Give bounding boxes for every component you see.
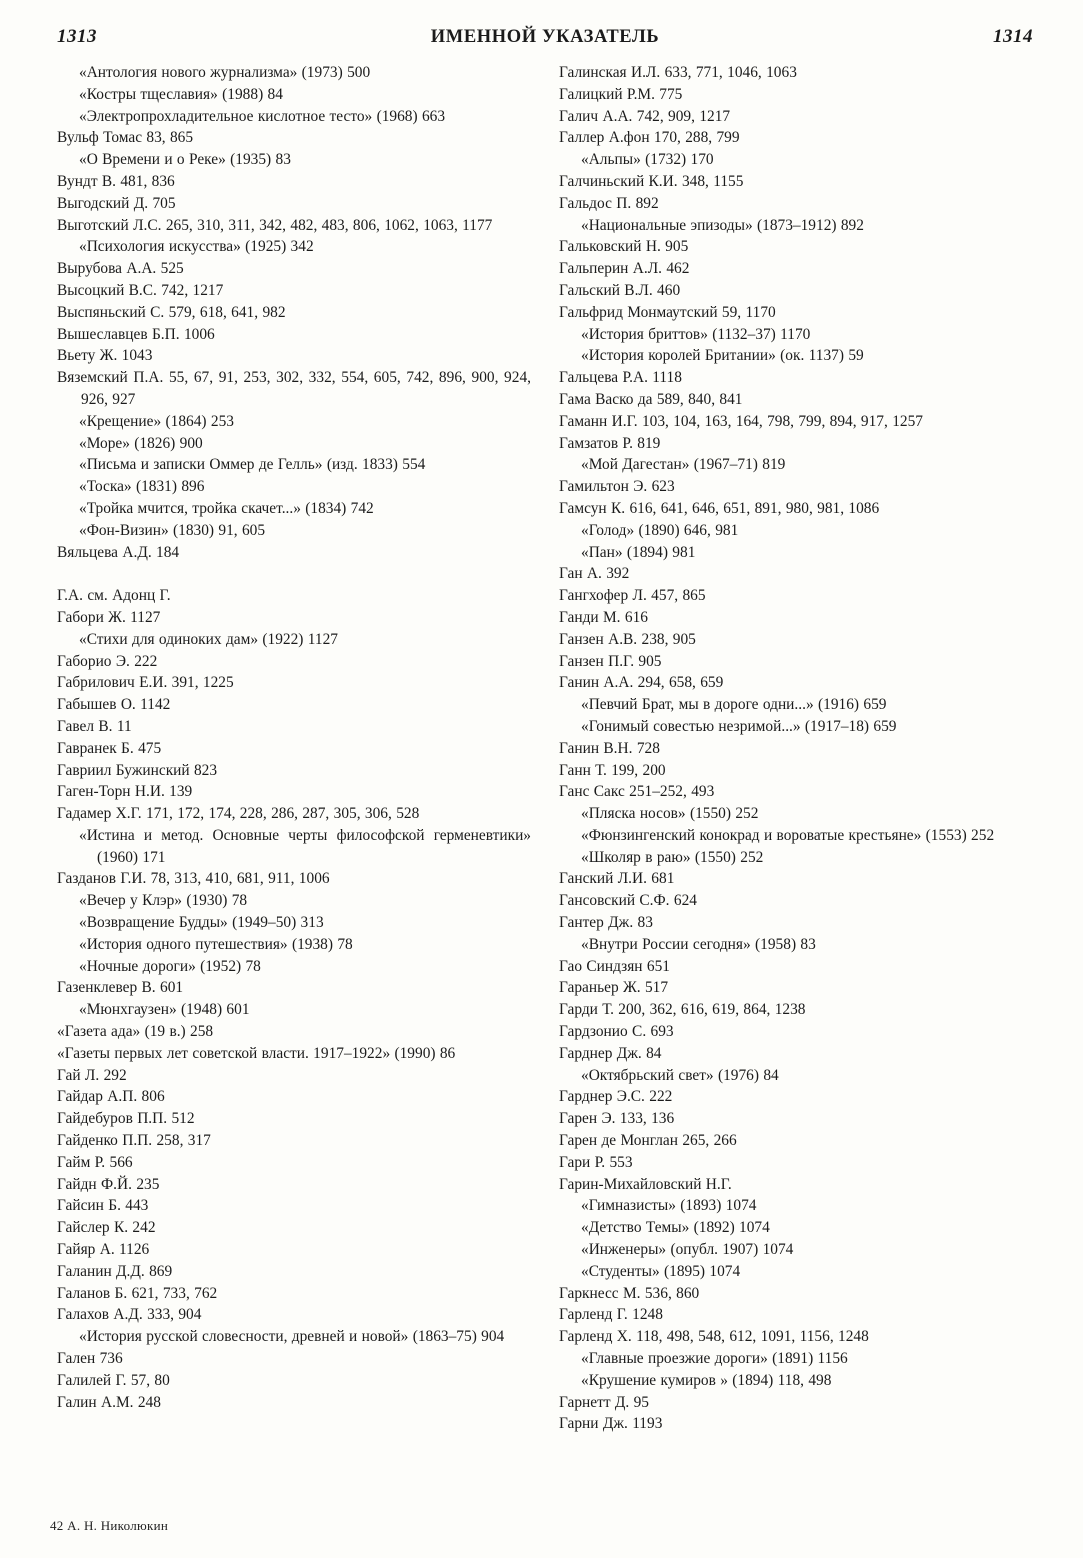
- index-entry-work: «Возвращение Будды» (1949–50) 313: [79, 914, 324, 932]
- index-entry-person: Галанов Б. 621, 733, 762: [57, 1284, 218, 1302]
- index-column-left: [57, 62, 531, 1435]
- index-entry-person: Галахов А.Д. 333, 904: [57, 1306, 202, 1324]
- index-entry-person: Ганн Т. 199, 200: [559, 761, 666, 779]
- index-entry-person: Вяземский П.А. 55, 67, 91, 253, 302, 332, 554, 605, 742, 896, 900, 924, 926, 927: [57, 369, 531, 408]
- index-entry-person: Галилей Г. 57, 80: [57, 1371, 170, 1389]
- index-entry-work: «История одного путешествия» (1938) 78: [79, 935, 353, 953]
- index-entry-person: Гаркнесс М. 536, 860: [559, 1284, 700, 1302]
- index-entry-person: Гавриил Бужинский 823: [57, 761, 218, 779]
- index-entry-person: Гантер Дж. 83: [559, 914, 653, 932]
- index-entry-person: «Газета ада» (19 в.) 258: [57, 1023, 214, 1041]
- index-entry-person: Ган А. 392: [559, 565, 630, 583]
- index-entry-person: Галич А.А. 742, 909, 1217: [559, 107, 731, 125]
- index-entry-work: «Национальные эпизоды» (1873–1912) 892: [581, 216, 864, 234]
- index-entry-person: Гальперин А.Л. 462: [559, 260, 690, 278]
- index-entry-person: Гаген-Торн Н.И. 139: [57, 783, 193, 801]
- index-entry-work: «Костры тщеславия» (1988) 84: [79, 85, 283, 103]
- page-number-left: 1313: [57, 26, 97, 47]
- index-entry-person: Ганзен А.В. 238, 905: [559, 630, 696, 648]
- index-entry-work: «Электропрохладительное кислотное тесто» (1968) 663: [79, 107, 446, 125]
- index-entry-person: Габорио Э. 222: [57, 652, 158, 670]
- index-entry-person: Гальцева Р.А. 1118: [559, 369, 682, 387]
- index-entry-person: Ганс Сакс 251–252, 493: [559, 783, 715, 801]
- index-entry-work: «Антология нового журнализма» (1973) 500: [79, 64, 371, 81]
- index-entry-person: Ганин А.А. 294, 658, 659: [559, 674, 724, 692]
- index-entry-person: Гарленд Г. 1248: [559, 1306, 663, 1324]
- index-entry-work: «Ночные дороги» (1952) 78: [79, 957, 261, 975]
- index-entry-person: Галицкий Р.М. 775: [559, 85, 683, 103]
- index-entry-person: Галанин Д.Д. 869: [57, 1262, 173, 1280]
- index-entry-work: «Тоска» (1831) 896: [79, 478, 205, 496]
- index-entry-person: Галлер А.фон 170, 288, 799: [559, 129, 740, 147]
- index-entry-person: Гадамер Х.Г. 171, 172, 174, 228, 286, 287, 305, 306, 528: [57, 805, 420, 823]
- page-footer: [50, 1518, 168, 1534]
- index-entry-person: Гарднер Дж. 84: [559, 1044, 662, 1062]
- index-entry-person: Гарнетт Д. 95: [559, 1393, 649, 1411]
- index-entry-work: «История королей Британии» (ок. 1137) 59: [581, 347, 864, 365]
- index-entry-person: Гарднер Э.С. 222: [559, 1088, 673, 1106]
- index-entry-person: Вяльцева А.Д. 184: [57, 543, 180, 561]
- index-entry-person: Г.А. см. Адонц Г.: [57, 587, 171, 605]
- index-entry-person: Галчиньский К.И. 348, 1155: [559, 172, 744, 190]
- index-entry-person: Ганди М. 616: [559, 608, 648, 626]
- index-entry-person: Гарен Э. 133, 136: [559, 1110, 675, 1128]
- index-entry-person: Гайяр А. 1126: [57, 1241, 150, 1259]
- index-entry-work: «Крещение» (1864) 253: [79, 412, 234, 430]
- index-entry-person: Гальфрид Монмаутский 59, 1170: [559, 303, 776, 321]
- index-entry-person: Вырубова А.А. 525: [57, 260, 184, 278]
- index-entry-person: Габрилович Е.И. 391, 1225: [57, 674, 234, 692]
- index-entry-person: Гарленд Х. 118, 498, 548, 612, 1091, 1156, 1248: [559, 1328, 869, 1346]
- index-entry-person: Габори Ж. 1127: [57, 608, 161, 626]
- index-entry-work: «Пан» (1894) 981: [581, 543, 696, 561]
- index-entry-work: «Гимназисты» (1893) 1074: [581, 1197, 757, 1215]
- index-entry-person: Габышев О. 1142: [57, 696, 171, 714]
- index-entry-person: Гангхофер Л. 457, 865: [559, 587, 706, 605]
- index-entry-person: Гараньер Ж. 517: [559, 979, 669, 997]
- index-entry-work: «Голод» (1890) 646, 981: [581, 521, 739, 539]
- index-entry-person: Гамсун К. 616, 641, 646, 651, 891, 980, 981, 1086: [559, 499, 880, 517]
- index-entry-work: «Гонимый совестью незримой...» (1917–18) 659: [581, 717, 897, 735]
- index-entry-person: Гарен де Монглан 265, 266: [559, 1132, 737, 1150]
- index-entry-person: Ганин В.Н. 728: [559, 739, 660, 757]
- index-entry-person: Выспяньский С. 579, 618, 641, 982: [57, 303, 286, 321]
- index-entry-person: Вундт В. 481, 836: [57, 172, 175, 190]
- index-columns: [57, 62, 1033, 1435]
- index-entry-work: «Мой Дагестан» (1967–71) 819: [581, 456, 786, 474]
- index-entry-person: Гамильтон Э. 623: [559, 478, 675, 496]
- index-entry-work: «О Времени и о Реке» (1935) 83: [79, 151, 291, 169]
- index-entry-person: Гайслер К. 242: [57, 1219, 156, 1237]
- column-gap: [57, 563, 531, 585]
- index-entry-person: Гален 736: [57, 1350, 123, 1368]
- index-entry-person: Гайдар А.П. 806: [57, 1088, 165, 1106]
- index-entry-work: «Внутри России сегодня» (1958) 83: [581, 935, 816, 953]
- index-entry-work: «Пляска носов» (1550) 252: [581, 805, 759, 823]
- index-entry-work: «История бриттов» (1132–37) 1170: [581, 325, 811, 343]
- index-entry-person: Выгодский Д. 705: [57, 194, 176, 212]
- index-entry-person: Вьету Ж. 1043: [57, 347, 153, 365]
- index-entry-work: «Крушение кумиров » (1894) 118, 498: [581, 1371, 832, 1389]
- index-entry-person: Гайсин Б. 443: [57, 1197, 149, 1215]
- index-entry-work: «Певчий Брат, мы в дороге одни...» (1916) 659: [581, 696, 887, 714]
- index-entry-person: Гальковский Н. 905: [559, 238, 689, 256]
- index-entry-person: Гайм Р. 566: [57, 1153, 133, 1171]
- page-number-right: 1314: [993, 26, 1033, 47]
- index-entry-person: Газенклевер В. 601: [57, 979, 184, 997]
- index-entry-person: Гайденко П.П. 258, 317: [57, 1132, 211, 1150]
- index-entry-person: Гай Л. 292: [57, 1066, 127, 1084]
- index-entry-work: «Мюнхгаузен» (1948) 601: [79, 1001, 250, 1019]
- index-entry-work: «Инженеры» (опубл. 1907) 1074: [581, 1241, 794, 1259]
- index-entry-work: «Фон-Визин» (1830) 91, 605: [79, 521, 266, 539]
- index-entry-work: «Стихи для одиноких дам» (1922) 1127: [79, 630, 338, 648]
- index-entry-work: «Альпы» (1732) 170: [581, 151, 714, 169]
- page-title: ИМЕННОЙ УКАЗАТЕЛЬ: [430, 27, 660, 47]
- index-entry-person: Гайдебуров П.П. 512: [57, 1110, 195, 1128]
- index-entry-person: Гарни Дж. 1193: [559, 1415, 663, 1433]
- index-entry-person: Гао Синдзян 651: [559, 957, 670, 975]
- index-entry-work: «История русской словесности, древней и новой» (1863–75) 904: [79, 1328, 505, 1346]
- index-column-right: [559, 62, 1033, 1435]
- index-entry-person: «Газеты первых лет советской власти. 1917–1922» (1990) 86: [57, 1044, 456, 1062]
- index-entry-work: «Море» (1826) 900: [79, 434, 203, 452]
- page-header: [57, 26, 1033, 48]
- index-entry-person: Галинская И.Л. 633, 771, 1046, 1063: [559, 64, 797, 81]
- index-entry-work: «Вечер у Клэр» (1930) 78: [79, 892, 248, 910]
- index-entry-work: «Студенты» (1895) 1074: [581, 1262, 741, 1280]
- index-entry-person: Гавранек Б. 475: [57, 739, 162, 757]
- index-entry-person: Выготский Л.С. 265, 310, 311, 342, 482, 483, 806, 1062, 1063, 1177: [57, 216, 493, 234]
- index-entry-work: «Главные проезжие дороги» (1891) 1156: [581, 1350, 848, 1368]
- index-entry-person: Ганский Л.И. 681: [559, 870, 675, 888]
- index-entry-person: Гаманн И.Г. 103, 104, 163, 164, 798, 799, 894, 917, 1257: [559, 412, 923, 430]
- index-entry-person: Гайдн Ф.Й. 235: [57, 1175, 160, 1193]
- index-entry-work: «Тройка мчится, тройка скачет...» (1834) 742: [79, 499, 374, 517]
- index-entry-work: «Детство Темы» (1892) 1074: [581, 1219, 770, 1237]
- index-entry-work: «Октябрьский свет» (1976) 84: [581, 1066, 779, 1084]
- index-entry-person: Гама Васко да 589, 840, 841: [559, 390, 743, 408]
- index-entry-person: Гарди Т. 200, 362, 616, 619, 864, 1238: [559, 1001, 806, 1019]
- index-entry-work: «Школяр в раю» (1550) 252: [581, 848, 764, 866]
- index-entry-person: Гавел В. 11: [57, 717, 132, 735]
- index-entry-person: Ганзен П.Г. 905: [559, 652, 662, 670]
- index-entry-person: Гамзатов Р. 819: [559, 434, 661, 452]
- index-entry-person: Вульф Томас 83, 865: [57, 129, 194, 147]
- index-entry-person: Гардзонио С. 693: [559, 1023, 674, 1041]
- index-entry-person: Гальдос П. 892: [559, 194, 659, 212]
- index-entry-person: Гари Р. 553: [559, 1153, 633, 1171]
- index-entry-person: Гарин-Михайловский Н.Г.: [559, 1175, 732, 1193]
- index-entry-person: Газданов Г.И. 78, 313, 410, 681, 911, 1006: [57, 870, 330, 888]
- index-entry-work: «Психология искусства» (1925) 342: [79, 238, 314, 256]
- index-entry-work: «Истина и метод. Основные черты философской герменевтики» (1960) 171: [79, 826, 531, 866]
- index-entry-person: Галин А.М. 248: [57, 1393, 161, 1411]
- index-entry-person: Высоцкий В.С. 742, 1217: [57, 281, 224, 299]
- index-entry-work: «Письма и записки Оммер де Гелль» (изд. 1833) 554: [79, 456, 426, 474]
- index-entry-person: Вышеславцев Б.П. 1006: [57, 325, 215, 343]
- index-entry-person: Гансовский С.Ф. 624: [559, 892, 697, 910]
- index-entry-person: Гальский В.Л. 460: [559, 281, 681, 299]
- index-entry-work: «Фюнзингенский конокрад и вороватые крестьяне» (1553) 252: [581, 826, 995, 844]
- footer-imprint: 42 А. Н. Николюкин: [50, 1518, 169, 1533]
